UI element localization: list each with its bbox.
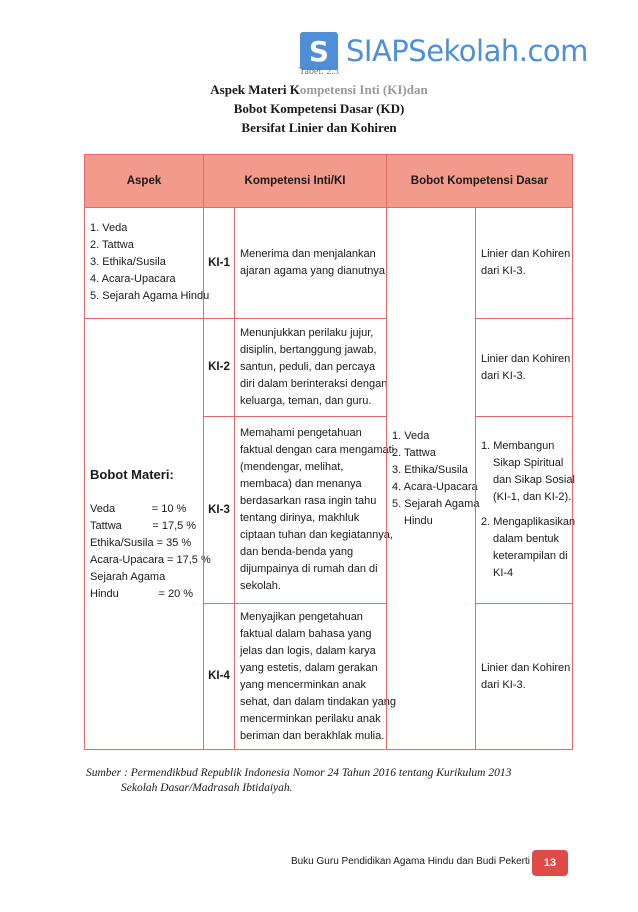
- bobot-kd-line: 2. Mengaplikasikan: [481, 516, 576, 528]
- bobot-materi-cell: [84, 318, 211, 750]
- ki-description: [234, 318, 387, 417]
- ki-desc-line: Menyajikan pengetahuan: [240, 610, 363, 623]
- ki-desc-line: Menunjukkan perilaku jujur,: [240, 327, 374, 339]
- middle-aspek-item: 5. Sejarah Agama: [392, 497, 480, 510]
- ki-desc-line: yang mencerminkan anak: [240, 678, 366, 691]
- bobot-line: Ethika/Susila = 35 %: [90, 536, 192, 549]
- bobot-kd-line: dari KI-3.: [481, 265, 526, 277]
- bobot-kd-line: KI-4: [493, 567, 514, 579]
- ki-label: KI-2: [203, 318, 235, 417]
- bobot-kd-line: (KI-1, dan KI-2).: [493, 491, 572, 503]
- ki-desc-line: ciptaan tuhan dan kegiatannya,: [240, 529, 393, 541]
- aspek-item: 5. Sejarah Agama Hindu: [90, 290, 210, 302]
- middle-aspek-item: 3. Ethika/Susila: [392, 463, 468, 476]
- ki-label: KI-1: [203, 207, 235, 319]
- ki-label: KI-3: [203, 416, 235, 604]
- watermark-badge: S: [300, 32, 338, 70]
- ki-desc-line: dijumpainya di rumah dan di: [240, 563, 378, 575]
- middle-aspek-item: 2. Tattwa: [392, 446, 436, 459]
- ki-desc-line: sehat, dan dalam tindakan yang: [240, 695, 396, 708]
- ki-desc-line: ajaran agama yang dianutnya.: [240, 265, 388, 277]
- bobot-line: Acara-Upacara = 17,5 %: [90, 553, 211, 566]
- table-title-line2: Bobot Kompetensi Dasar (KD): [233, 101, 405, 116]
- page-number-badge: 13: [532, 850, 568, 876]
- ki-desc-line: tentang dirinya, makhluk: [240, 512, 360, 524]
- bobot-kd-cell: [475, 416, 576, 604]
- ki-desc-line: (mendengar, melihat,: [240, 461, 344, 473]
- header-ki: Kompetensi Inti/KI: [203, 154, 387, 208]
- footer-book-title: Buku Guru Pendidikan Agama Hindu dan Budi Pekerti: [290, 856, 530, 867]
- middle-aspek-item: Hindu: [404, 514, 433, 527]
- bobot-materi-title: Bobot Materi:: [90, 466, 174, 482]
- table-label: Tabel: 2.3: [299, 66, 339, 77]
- watermark-text: SIAPSekolah.com: [346, 34, 588, 68]
- ki-desc-line: dan benda-benda yang: [240, 546, 354, 558]
- aspek-item: 2. Tattwa: [90, 239, 134, 251]
- bobot-kd-line: dari KI-3.: [481, 369, 526, 382]
- bobot-kd-cell: [475, 207, 573, 319]
- bobot-line: Sejarah Agama: [90, 570, 166, 583]
- title-line1-b: ompetensi Inti (KI)dan: [299, 82, 428, 97]
- table-title-line1: [0, 82, 638, 98]
- source-line1: Sumber : Permendikbud Republik Indonesia Nomor 24 Tahun 2016 tentang Kurikulum 2013: [86, 767, 512, 779]
- ki-desc-line: disiplin, bertanggung jawab,: [240, 344, 377, 356]
- competency-table: [84, 154, 576, 750]
- ki-desc-line: yang estetis, dalam gerakan: [240, 661, 378, 674]
- header-bobot: Bobot Kompetensi Dasar: [386, 154, 573, 208]
- source-line2: Sekolah Dasar/Madrasah Ibtidaiyah.: [121, 782, 293, 794]
- ki-desc-line: keluarga, teman, dan guru.: [240, 395, 372, 407]
- ki-description: [234, 416, 395, 604]
- bobot-line: Tattwa = 17,5 %: [90, 519, 197, 532]
- bobot-kd-cell: [475, 318, 573, 417]
- aspek-item: 3. Ethika/Susila: [90, 256, 166, 268]
- ki-description: [234, 207, 387, 319]
- ki-desc-line: Memahami pengetahuan: [240, 427, 362, 439]
- ki-desc-line: faktual dengan cara mengamati: [240, 444, 395, 456]
- table-title-line3: Bersifat Linier dan Kohiren: [241, 120, 397, 135]
- ki-desc-line: mencerminkan perilaku anak: [240, 712, 381, 725]
- aspek-list-cell: [84, 207, 210, 319]
- bobot-kd-line: keterampilan di: [493, 550, 568, 562]
- bobot-kd-line: Linier dan Kohiren: [481, 248, 571, 260]
- title-line1-a: Aspek Materi K: [210, 82, 300, 97]
- bobot-kd-line: Linier dan Kohiren: [481, 352, 571, 365]
- bobot-kd-cell: [475, 603, 573, 750]
- middle-aspek-item: 4. Acara-Upacara: [392, 480, 478, 493]
- bobot-line: Veda = 10 %: [90, 502, 187, 515]
- bobot-kd-line: dalam bentuk: [493, 533, 560, 545]
- bobot-line: Hindu = 20 %: [90, 587, 194, 600]
- header-aspek: Aspek: [84, 154, 204, 208]
- ki-desc-line: berdasarkan rasa ingin tahu: [240, 495, 377, 507]
- ki-desc-line: membaca) dan menanya: [240, 478, 362, 490]
- ki-desc-line: sekolah.: [240, 580, 281, 592]
- ki-desc-line: santun, peduli, dan percaya: [240, 361, 376, 373]
- ki-desc-line: jelas dan logis, dalam karya: [240, 644, 376, 657]
- ki-desc-line: diri dalam berinteraksi dengan: [240, 378, 388, 390]
- aspek-item: 4. Acara-Upacara: [90, 273, 176, 285]
- bobot-kd-line: dari KI-3.: [481, 678, 526, 691]
- bobot-kd-line: 1. Membangun: [481, 440, 555, 452]
- bobot-kd-line: Sikap Spiritual: [493, 457, 564, 469]
- aspek-item: 1. Veda: [90, 222, 128, 234]
- middle-aspek-item: 1. Veda: [392, 429, 430, 442]
- middle-aspek-cell: [386, 207, 480, 750]
- page-footer: [0, 850, 638, 876]
- ki-desc-line: faktual dalam bahasa yang: [240, 627, 372, 640]
- source-citation: [86, 766, 576, 796]
- ki-desc-line: Menerima dan menjalankan: [240, 248, 376, 260]
- ki-label: KI-4: [203, 603, 235, 750]
- bobot-kd-line: Linier dan Kohiren: [481, 661, 571, 674]
- bobot-kd-line: dan Sikap Sosial: [493, 474, 575, 486]
- ki-description: [234, 603, 396, 750]
- ki-desc-line: beriman dan berakhlak mulia.: [240, 729, 385, 742]
